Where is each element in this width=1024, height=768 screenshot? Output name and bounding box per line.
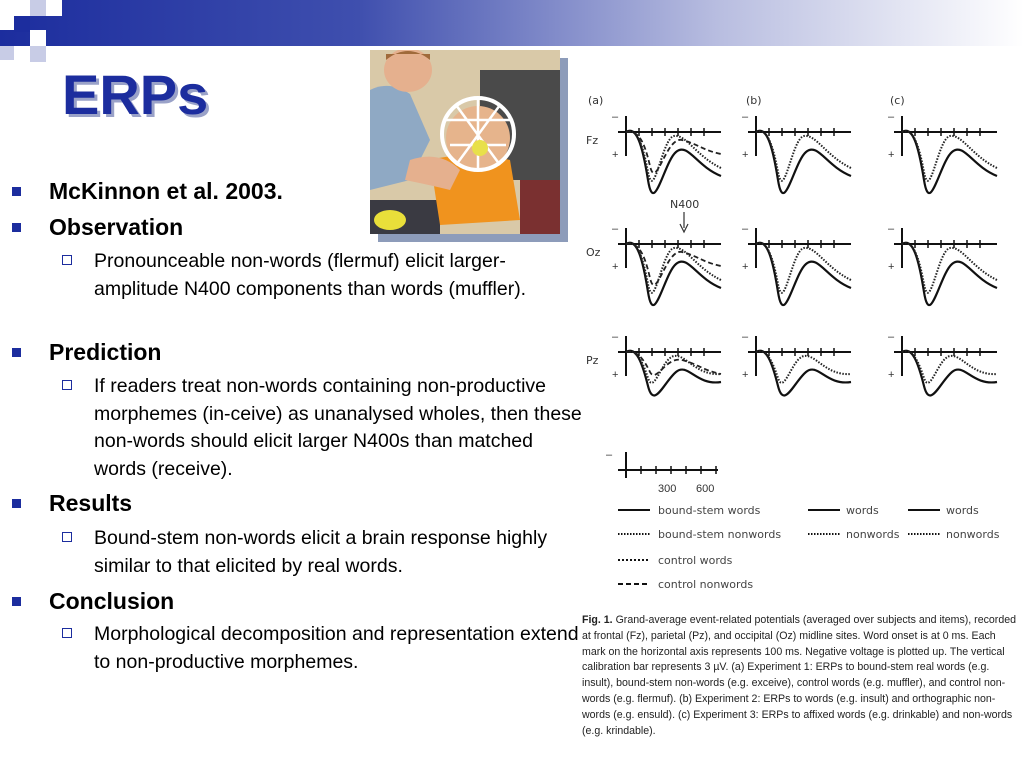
header-gradient-bar — [0, 0, 1024, 46]
header-square — [14, 16, 30, 32]
bullet-text: Observation — [49, 214, 184, 240]
legend-a-3: control nonwords — [658, 578, 754, 591]
polarity-plus-label: + — [888, 369, 895, 381]
legend-b-1: nonwords — [846, 528, 900, 541]
sub-bullet-text: Morphological decomposition and representation extend to non-productive morphemes. — [94, 623, 579, 673]
header-square — [30, 46, 46, 62]
polarity-minus-label: – — [888, 331, 895, 343]
n400-label: N400 — [670, 198, 700, 211]
legend-b-0: words — [846, 504, 879, 517]
bullet-square-icon — [12, 597, 21, 606]
polarity-minus-label: – — [742, 331, 749, 343]
polarity-minus-label: – — [742, 111, 749, 123]
hollow-square-icon — [62, 255, 72, 265]
erp-waveform-nonwords — [756, 351, 851, 383]
polarity-minus-label: – — [612, 111, 619, 123]
figure-caption — [582, 613, 1022, 739]
erp-panels — [612, 111, 997, 395]
legend-a-0: bound-stem words — [658, 504, 761, 517]
polarity-minus-label: – — [742, 223, 749, 235]
photo-yellow-toy — [374, 210, 406, 230]
polarity-plus-label: + — [742, 261, 749, 273]
axis-tick-label-600: 600 — [696, 483, 715, 495]
photo-adult-head — [384, 50, 432, 92]
polarity-plus-label: + — [612, 149, 619, 161]
polarity-plus-label: + — [742, 369, 749, 381]
hollow-square-icon — [62, 532, 72, 542]
polarity-plus-label: + — [888, 149, 895, 161]
panel-label-a: (a) — [588, 94, 604, 107]
polarity-plus-label: + — [742, 149, 749, 161]
site-label-pz: Pz — [586, 354, 599, 367]
polarity-plus-label: + — [888, 261, 895, 273]
bullet-square-icon — [12, 187, 21, 196]
polarity-minus-label: – — [888, 111, 895, 123]
axis-minus-label: – — [606, 449, 613, 461]
polarity-plus-label: + — [612, 369, 619, 381]
caption-text: Grand-average event-related potentials (averaged over subjects and items), recorded at frontal (Fz), parietal (Pz), and occipital (Oz) midline sites. Word onset is at 0 ms. Each mark on the horizontal axis represents 100 ms. Negative voltage is plotted up. The vertical calibration bar represents 3 µV. (a) Experiment 1: ERPs to bound-stem real words (e.g. insult), bound-stem non-words (e.g. exceive), control words (e.g. muffler), and control non-words (e.g. flermuf). (b) Experiment 2: ERPs to words (e.g. insult) and orthographic non-words (e.g. ensuld). (c) Experiment 3: ERPs to affixed words (e.g. drinkable) and non-words (e.g. krindable). — [582, 614, 1016, 737]
header-square — [30, 30, 46, 46]
sub-bullet-text: Bound-stem non-words elicit a brain response highly similar to that elicited by real words. — [94, 527, 548, 577]
polarity-minus-label: – — [888, 223, 895, 235]
bullet-text: McKinnon et al. 2003. — [49, 178, 283, 204]
legend-c-0: words — [946, 504, 979, 517]
calibration-axis — [606, 449, 718, 495]
site-label-oz: Oz — [586, 246, 601, 259]
polarity-minus-label: – — [612, 223, 619, 235]
header-square — [30, 0, 46, 16]
panel-label-c: (c) — [890, 94, 905, 107]
slide-title: ERPs — [62, 63, 209, 126]
sub-bullet-text: Pronounceable non-words (flermuf) elicit larger-amplitude N400 components than words (muffler). — [94, 250, 527, 300]
caption-lead: Fig. 1. — [582, 614, 613, 626]
photo-blanket — [520, 180, 560, 234]
legend-a-2: control words — [658, 554, 733, 567]
bullet-square-icon — [12, 223, 21, 232]
bullet-square-icon — [12, 499, 21, 508]
polarity-plus-label: + — [612, 261, 619, 273]
panel-label-b: (b) — [746, 94, 762, 107]
header-square — [46, 0, 62, 16]
axis-tick-label-300: 300 — [658, 483, 677, 495]
n400-arrow-icon — [680, 212, 688, 232]
polarity-minus-label: – — [612, 331, 619, 343]
legend-a-1: bound-stem nonwords — [658, 528, 782, 541]
bullet-text: Results — [49, 490, 133, 516]
photo-pacifier — [472, 140, 488, 156]
bullet-text: Prediction — [49, 339, 162, 365]
erp-waveform-nonwords — [902, 351, 997, 383]
eeg-photo — [370, 50, 568, 242]
hollow-square-icon — [62, 628, 72, 638]
site-label-fz: Fz — [586, 134, 599, 147]
header-square — [0, 46, 14, 60]
legend-c-1: nonwords — [946, 528, 1000, 541]
hollow-square-icon — [62, 380, 72, 390]
bullet-square-icon — [12, 348, 21, 357]
sub-bullet-text: If readers treat non-words containing non-productive morphemes (in-ceive) as unanalysed wholes, then these non-words should elicit larger N400s than matched words (receive). — [94, 375, 582, 480]
erp-waveform-nonwords — [626, 351, 721, 383]
bullet-text: Conclusion — [49, 588, 175, 614]
